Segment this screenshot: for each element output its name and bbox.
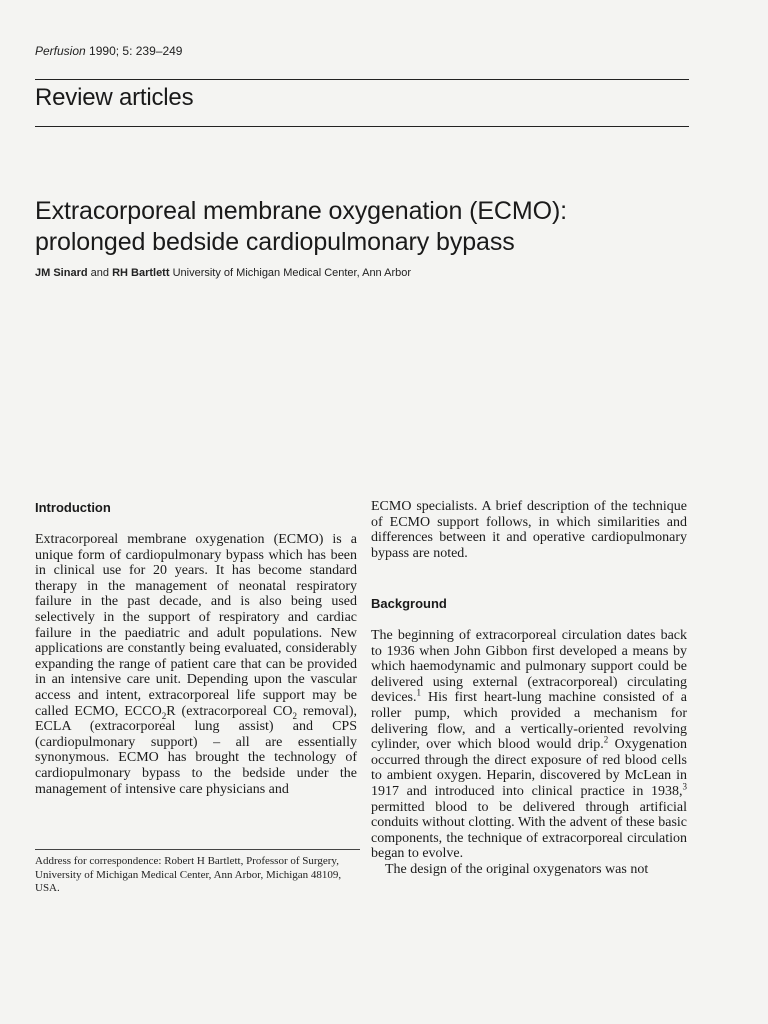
article-title: [35, 196, 715, 258]
introduction-heading: Introduction: [35, 500, 111, 515]
title-line-2: prolonged bedside cardiopulmonary bypass: [35, 228, 515, 256]
header-rule-top: [35, 79, 689, 80]
author-2: RH Bartlett: [112, 267, 170, 279]
section-heading: Review articles: [35, 84, 194, 111]
introduction-paragraph-1: Extracorporeal membrane oxygenation (ECMO) is a unique form of cardiopulmonary bypass which has been in clinical use for 20 years. It has become standard therapy in the management of neonatal respiratory failure in the past decade, and is also being used selectively in the support of respiratory and cardiac failure in the paediatric and adult populations. New applications are constantly being evaluated, considerably expanding the range of patient care that can be provided in an intensive care unit. Depending upon the vascular access and intent, extracorporeal life support may be called ECMO, $ECCO_2R$ (extracorporeal $CO_2$ removal), ECLA (extracorporeal lung assist) and CPS (cardiopulmonary support) – all are essentially synonymous. ECMO has brought the technology of cardiopulmonary bypass to the bedside under the management of intensive care physicians and: [35, 532, 357, 797]
background-paragraph-1: The beginning of extracorporeal circulation dates back to 1936 when John Gibbon first developed a means by which haemodynamic and pulmonary support could be delivered using external (extracorporeal) circulating devices.$^1$ His first heart-lung machine consisted of a roller pump, which provided a mechanism for delivering flow, and a vertically-oriented revolving cylinder, over which blood would drip.$^2$ Oxygenation occurred through the direct exposure of red blood cells to ambient oxygen. Heparin, discovered by McLean in 1917 and introduced into clinical practice in 1938,$^3$ permitted blood to be delivered through artificial conduits without clotting. With the advent of these basic components, the technique of extracorporeal circulation began to evolve.: [371, 628, 687, 862]
journal-volume-pages: 1990; 5: 239–249: [89, 44, 183, 58]
introduction-paragraph-2: ECMO specialists. A brief description of the technique of ECMO support follows, in which similarities and differences between it and operative cardiopulmonary bypass are noted.: [371, 499, 687, 561]
title-line-1: Extracorporeal membrane oxygenation (ECMO):: [35, 197, 568, 225]
journal-citation: [35, 44, 182, 58]
author-line: [35, 267, 411, 279]
background-heading: Background: [371, 596, 447, 611]
header-rule-bottom: [35, 126, 689, 127]
correspondence-footnote: Address for correspondence: Robert H Bartlett, Professor of Surgery, University of Michigan Medical Center, Ann Arbor, Michigan 48109, USA.: [35, 855, 342, 894]
author-conjunction: and: [90, 267, 109, 279]
author-1: JM Sinard: [35, 267, 88, 279]
journal-name: Perfusion: [35, 44, 86, 58]
background-paragraph-2: The design of the original oxygenators was not: [385, 862, 649, 877]
author-affiliation: University of Michigan Medical Center, Ann Arbor: [172, 267, 412, 279]
footnote-divider: [35, 849, 360, 850]
